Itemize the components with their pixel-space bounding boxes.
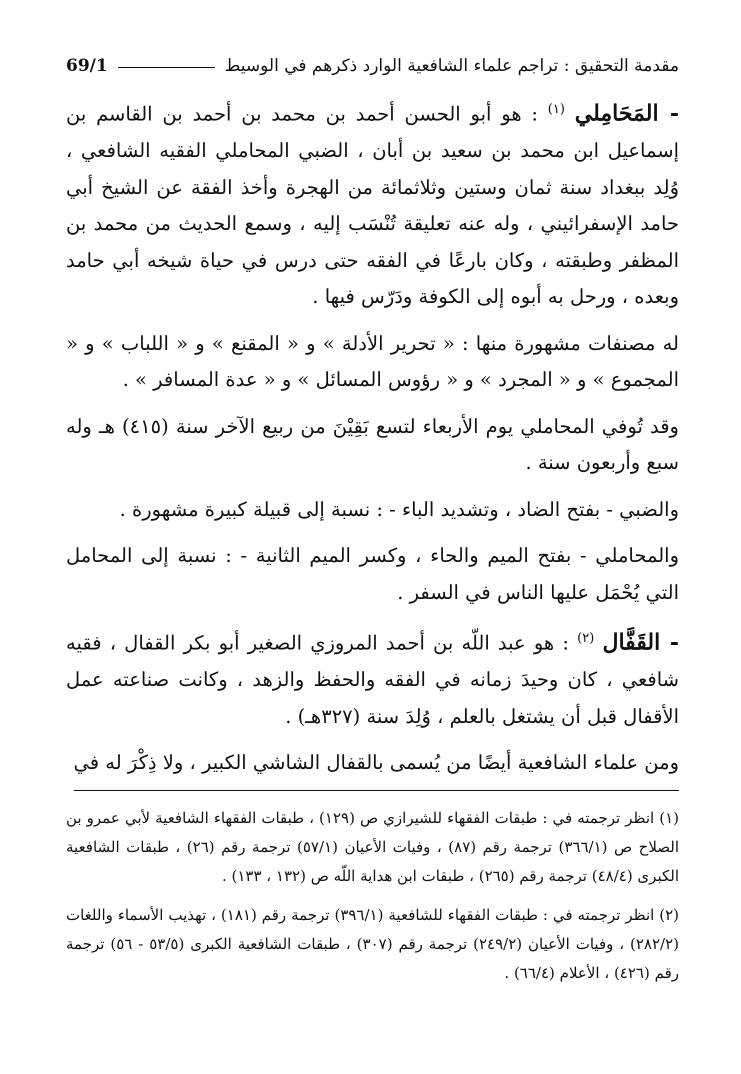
paragraph-shashi (66, 745, 679, 791)
underlined-line: ومن علماء الشافعية أيضًا من يُسمى بالقفال الشاشي الكبير ، ولا ذِكْرَ له في (74, 745, 679, 791)
paragraph-death: وقد تُوفي المحاملي يوم الأربعاء لتسع بَقِيْنَ من ربيع الآخر سنة (٤١٥) هـ وله سبع وأربعون سنة . (66, 414, 679, 474)
entry-term: - القَفَّال (602, 629, 679, 656)
footnote-2: (٢) انظر ترجمته في : طبقات الفقهاء للشافعية (٣٩٦/١) ترجمة رقم (١٨١) ، تهذيب الأسماء واللغات (٢٨٢/٢) ، وفيات الأعيان (٢٤٩/٢) ترجمة رقم (٣٠٧) ، طبقات الشافعية الكبرى (٥٣/٥ - ٥٦) ترجمة رقم (٤٢٦) ، الأعلام (٦٦/٤) . (66, 906, 680, 982)
entry-term: - المَحَامِلي (574, 100, 679, 127)
paragraph-text: : هو أبو الحسن أحمد بن محمد بن أحمد بن القاسم بن إسماعيل ابن محمد بن سعيد بن أبان ، الضبي المحاملي الفقيه الشافعي ، وُلِد ببغداد سنة ثمان وستين وثلاثمائة من الهجرة وأخذ الفقة عن الشيخ أبي حامد الإسفرائيني ، وله عنه تعليقة تُنْسَب إليه ، وسمع الحديث من محمد بن المظفر وطبقته ، وكان بارعًا في الفقه حتى درس في حياة شيخه أبي حامد وبعده ، ورحل به أبوه إلى الكوفة ودَرّس فيها . (66, 102, 679, 308)
paragraph-text: : هو عبد اللّه بن أحمد المروزي الصغير أبو بكر القفال ، فقيه شافعي ، كان وحيدَ زمانه في الفقه والحفظ والزهد ، وكانت صناعته عمل الأقفال قبل أن يشتغل بالعلم ، وُلِدَ سنة (٣٢٧هـ) . (66, 631, 679, 728)
running-header (66, 52, 679, 80)
paragraph-mahamili (66, 92, 679, 316)
footnote-1: (١) انظر ترجمته في : طبقات الفقهاء للشيرازي ص (١٢٩) ، طبقات الفقهاء الشافعية لأبي عمرو بن الصلاح ص (٣٦٦/١) ترجمة رقم (٨٧) ، وفيات الأعيان (٥٧/١) ترجمة رقم (٢٦) ، طبقات الشافعية الكبرى (٤٨/٤) ترجمة رقم (٢٦٥) ، طبقات ابن هداية اللّه ص (١٣٢ ، ١٣٣) . (66, 809, 680, 885)
footnote-ref: (١) (547, 102, 565, 117)
page-number: 69/1 (66, 56, 108, 76)
footnote-ref: (٢) (577, 631, 595, 646)
paragraph-qaffal (66, 621, 679, 735)
running-title: مقدمة التحقيق : تراجم علماء الشافعية الوارد ذكرهم في الوسيط (224, 56, 679, 76)
main-text (66, 92, 679, 791)
paragraph-works: له مصنفات مشهورة منها : « تحرير الأدلة » و « المقنع » و « اللباب » و « المجموع » و « المجرد » و « رؤوس المسائل » و « عدة المسافر » . (66, 331, 679, 391)
paragraph-mahamili-nisba: والمحاملي - بفتح الميم والحاء ، وكسر الميم الثانية - : نسبة إلى المحامل التي يُحْمَل عليها الناس في السفر . (66, 544, 679, 604)
header-rule (118, 67, 215, 68)
footnotes (66, 804, 679, 988)
paragraph-dabbi: والضبي - بفتح الضاد ، وتشديد الباء - : نسبة إلى قبيلة كبيرة مشهورة . (119, 497, 679, 521)
